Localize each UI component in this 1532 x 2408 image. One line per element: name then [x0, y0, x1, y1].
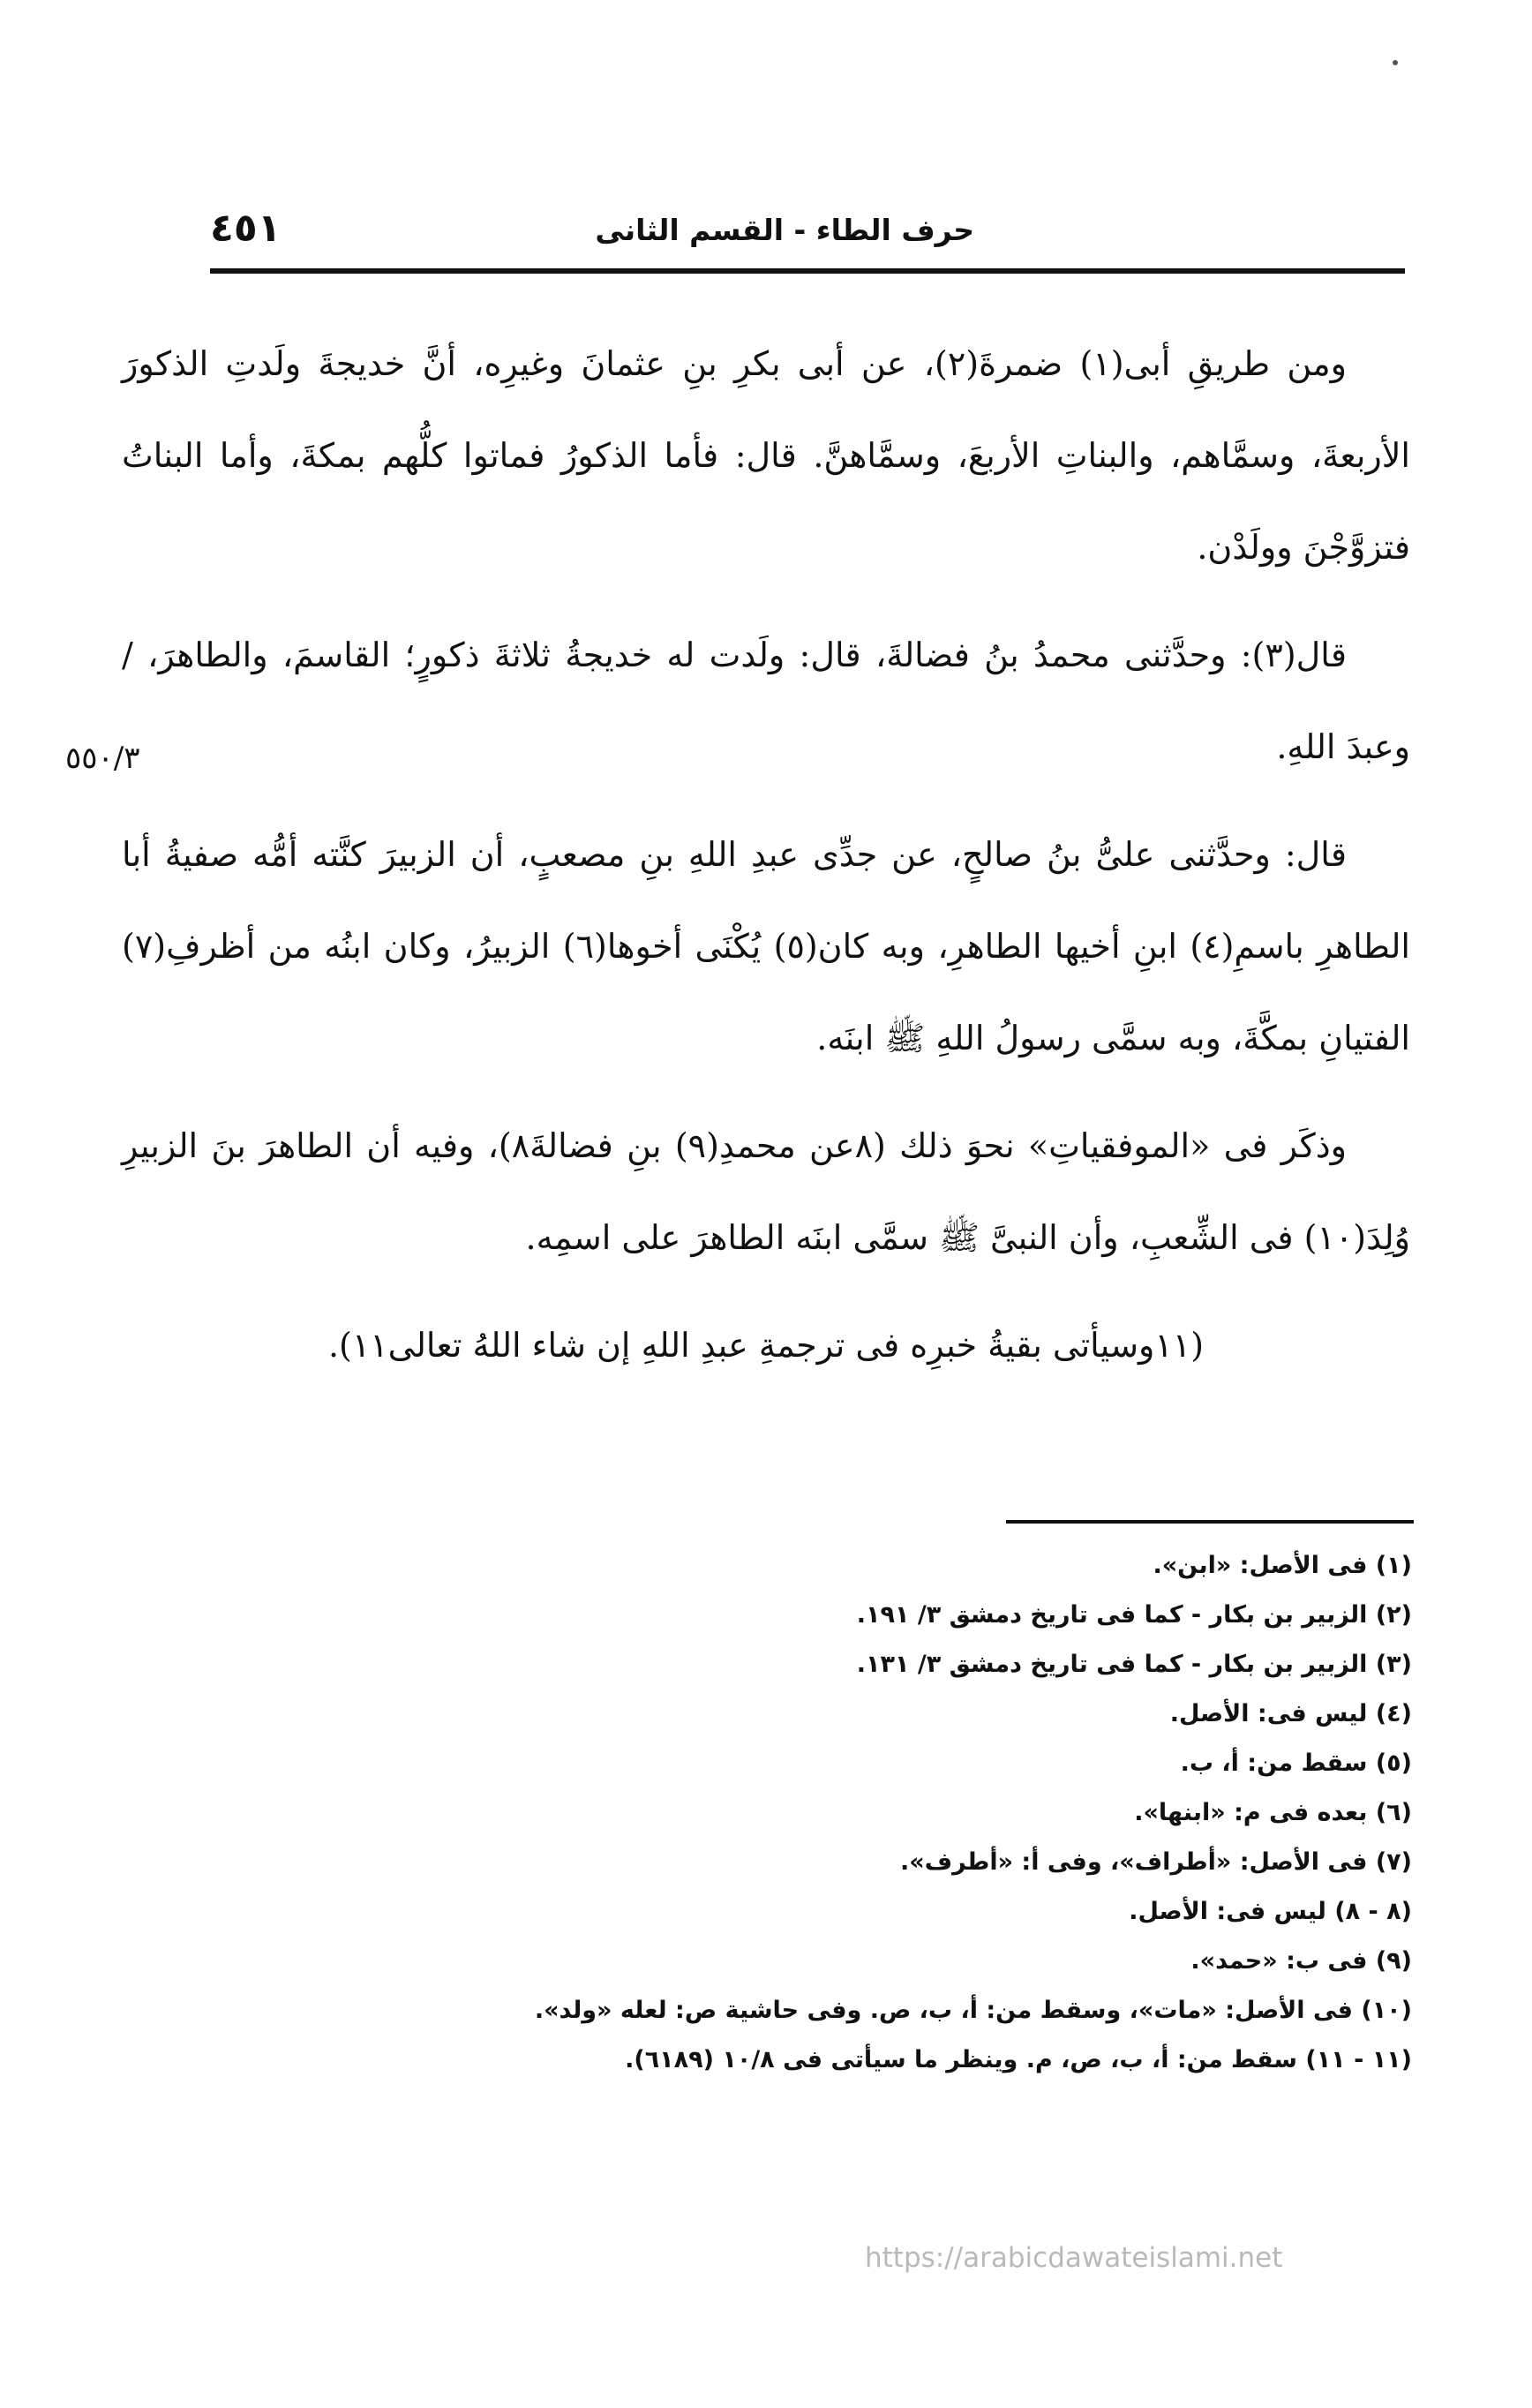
footnote: (٣) الزبير بن بكار - كما فى تاريخ دمشق ٣/ ١٣١. [856, 1651, 1412, 1678]
scan-speck [1393, 60, 1398, 65]
main-text [122, 318, 1410, 1407]
running-header-title: حرف الطاء - القسم الثانى [595, 213, 974, 247]
footnote: (٤) ليس فى: الأصل. [1169, 1700, 1412, 1727]
paragraph: ومن طريقِ أبى(١) ضمرةَ(٢)، عن أبى بكرِ بنِ عثمانَ وغيرِه، أنَّ خديجةَ ولَدتِ الذكورَ الأربعةَ، وسمَّاهم، والبناتِ الأربعَ، وسمَّاهنَّ. قال: فأما الذكورُ فماتوا كلُّهم بمكةَ، وأما البناتُ فتزوَّجْنَ وولَدْن. [122, 344, 1410, 567]
closing-line: (١١وسيأتى بقيةُ خبرِه فى ترجمةِ عبدِ اللهِ إن شاء اللهُ تعالى١١). [327, 1326, 1205, 1365]
margin-volume-page-ref: ٥٥٠/٣ [65, 741, 140, 776]
paragraph: قال(٣): وحدَّثنى محمدُ بنُ فضالةَ، قال: ولَدت له خديجةُ ثلاثةَ ذكورٍ؛ القاسمَ، والطاهرَ، / وعبدَ اللهِ. [122, 636, 1410, 766]
footnote: (٩) فى ب: «حمد». [1190, 1947, 1412, 1975]
paragraph: قال: وحدَّثنى علىُّ بنُ صالحٍ، عن جدِّى عبدِ اللهِ بنِ مصعبٍ، أن الزبيرَ كنَّته أمُّه صفيةُ أبا الطاهرِ باسمِ(٤) ابنِ أخيها الطاهرِ، وبه كان(٥) يُكْنَى أخوها(٦) الزبيرُ، وكان ابنُه من أظرفِ(٧) الفتيانِ بمكَّةَ، وبه سمَّى رسولُ اللهِ ﷺ ابنَه. [122, 835, 1410, 1057]
footnote: (٧) فى الأصل: «أطراف»، وفى أ: «أطرف». [900, 1848, 1412, 1876]
page-number: ٤٥١ [210, 206, 282, 251]
header-rule [210, 268, 1405, 274]
footnote: (١) فى الأصل: «ابن». [1153, 1552, 1412, 1579]
footnote: (١١ - ١١) سقط من: أ، ب، ص، م. وينظر ما سيأتى فى ١٠/٨ (٦١٨٩). [625, 2046, 1412, 2073]
footnote: (٥) سقط من: أ، ب. [1180, 1750, 1412, 1777]
footnote-separator [1006, 1520, 1414, 1524]
footnotes-list [124, 1541, 1412, 2085]
paragraph: وذكَر فى «الموفقياتِ» نحوَ ذلك (٨عن محمدِ(٩) بنِ فضالةَ٨)، وفيه أن الطاهرَ بنَ الزبيرِ وُلِدَ(١٠) فى الشِّعبِ، وأن النبىَّ ﷺ سمَّى ابنَه الطاهرَ على اسمِه. [122, 1126, 1410, 1257]
footnote: (٦) بعده فى م: «ابنها». [1134, 1799, 1412, 1826]
watermark-url: https://arabicdawateislami.net [865, 2242, 1283, 2274]
footnote: (١٠) فى الأصل: «مات»، وسقط من: أ، ب، ص. وفى حاشية ص: لعله «ولد». [534, 1997, 1412, 2024]
footnote: (٢) الزبير بن بكار - كما فى تاريخ دمشق ٣/ ١٩١. [856, 1601, 1412, 1629]
footnote: (٨ - ٨) ليس فى: الأصل. [1129, 1898, 1412, 1925]
